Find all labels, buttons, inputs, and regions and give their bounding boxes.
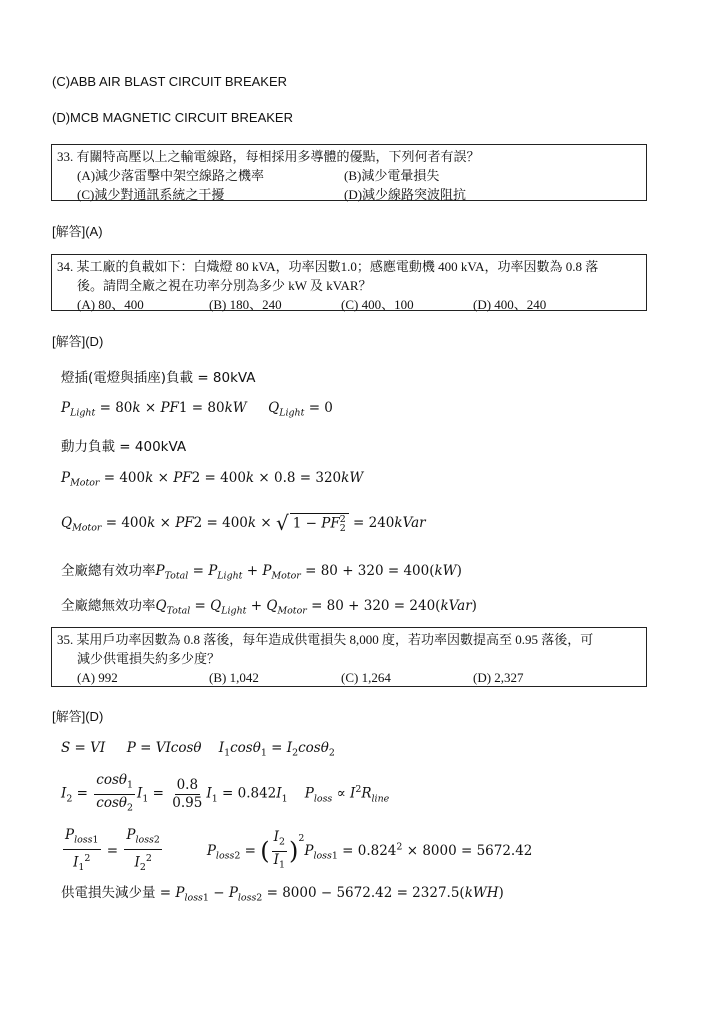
eq-lighting-load-text: 燈插(電燈與插座)負載 = 80kVA [61, 370, 256, 386]
question-33-options-row1 [57, 166, 640, 185]
eq-motor-load [61, 435, 186, 455]
question-34-stem-line2: 後。請問全廠之視在功率分別為多少 kW 及 kVAR？ [77, 278, 372, 293]
option-a: (A) 992 [77, 670, 118, 685]
question-33-box [51, 144, 647, 201]
option-c: (C) 1,264 [341, 670, 391, 685]
eq-p-total: 全廠總有效功率$P_{Total} = P_{Light} + P_{Motor} = 80 + 320 = 400(kW)$ [61, 563, 462, 582]
eq-loss-ratio: $\frac{P_{loss1}}{I_1^2}$ = $\frac{P_{loss2}}{I_2^2}$ $P_{loss2}$ = ( $\frac{I_2}{I_1}$ )$^2P_{loss1} = 0.824^2 \times 8000 = 5672.42$ [65, 827, 533, 873]
option-b: (B) 180、240 [209, 297, 282, 312]
question-34-stem-line1: 34. 某工廠的負載如下：白熾燈 80 kVA，功率因數1.0；感應電動機 400 kVA，功率因數為 0.8 落 [57, 259, 599, 274]
question-34-answer: [解答](D) [52, 334, 104, 349]
option-b: (B) 1,042 [209, 670, 259, 685]
eq-q-total-label: 全廠總無效功率 [61, 598, 156, 614]
eq-motor-load-text: 動力負載 = 400kVA [61, 439, 187, 455]
question-34-box [51, 254, 647, 311]
eq-p-total-label: 全廠總有效功率 [61, 563, 156, 579]
option-d: (D) 400、240 [473, 297, 547, 312]
option-a: (A)減少落雷擊中架空線路之機率 [77, 168, 265, 183]
eq-loss-reduction-label: 供電損失減少量 [61, 885, 156, 901]
question-34-options [57, 295, 640, 314]
question-35-stem-line2: 減少供電損失約多少度？ [77, 651, 221, 666]
eq-p-q-light: $P_{Light} = 80k \times PF1 = 80kW$ $Q_{Light} = 0$ [61, 400, 333, 419]
option-c: (C) 400、100 [341, 297, 414, 312]
option-b: (B)減少電暈損失 [344, 168, 440, 183]
question-33-answer: [解答](A) [52, 224, 103, 239]
option-d: (D) 2,327 [473, 670, 524, 685]
eq-current-ratio: $I_2$ = $\frac{\cos\theta_1}{\cos\theta_2}$ $I_1$ = $\frac{0.8}{0.95}$ $I_1 = 0.842I_1$ $P_{loss} \propto I^2R_{line}$ [61, 772, 390, 814]
eq-loss-reduction: 供電損失減少量 = $P_{loss1} - P_{loss2} = 8000 - 5672.42 = 2327.5(kWH)$ [61, 885, 504, 904]
eq-q-motor: $Q_{Motor} = 400k \times PF2 = 400k$ × √ $1 - PF_2^2$ = 240kVar [61, 511, 426, 535]
question-35-stem-line1: 35. 某用戶功率因數為 0.8 落後，每年造成供電損失 8,000 度，若功率因數提高至 0.95 落後，可 [57, 632, 594, 647]
question-33-options-row2 [57, 185, 640, 204]
eq-lighting-load [61, 366, 256, 386]
eq-power-relations: S = VI P = VIcosθ $I_1\cos\theta_1 = I_2\cos\theta_2$ [61, 740, 335, 759]
option-d: (D)減少線路突波阻抗 [344, 187, 467, 202]
question-35-answer: [解答](D) [52, 709, 104, 724]
option-a: (A) 80、400 [77, 297, 144, 312]
question-33-stem: 33. 有關特高壓以上之輸電線路，每相採用多導體的優點，下列何者有誤？ [57, 149, 480, 164]
option-d-prev: (D)MCB MAGNETIC CIRCUIT BREAKER [52, 110, 293, 125]
option-c-prev: (C)ABB AIR BLAST CIRCUIT BREAKER [52, 74, 288, 89]
eq-p-motor: $P_{Motor} = 400k \times PF2 = 400k \times 0.8 = 320kW$ [61, 470, 364, 489]
question-35-box [51, 627, 647, 687]
question-35-options [57, 668, 640, 687]
eq-q-total: 全廠總無效功率$Q_{Total} = Q_{Light} + Q_{Motor} = 80 + 320$ = 240(kVar) [61, 598, 477, 617]
option-c: (C)減少對通訊系統之干擾 [77, 187, 225, 202]
